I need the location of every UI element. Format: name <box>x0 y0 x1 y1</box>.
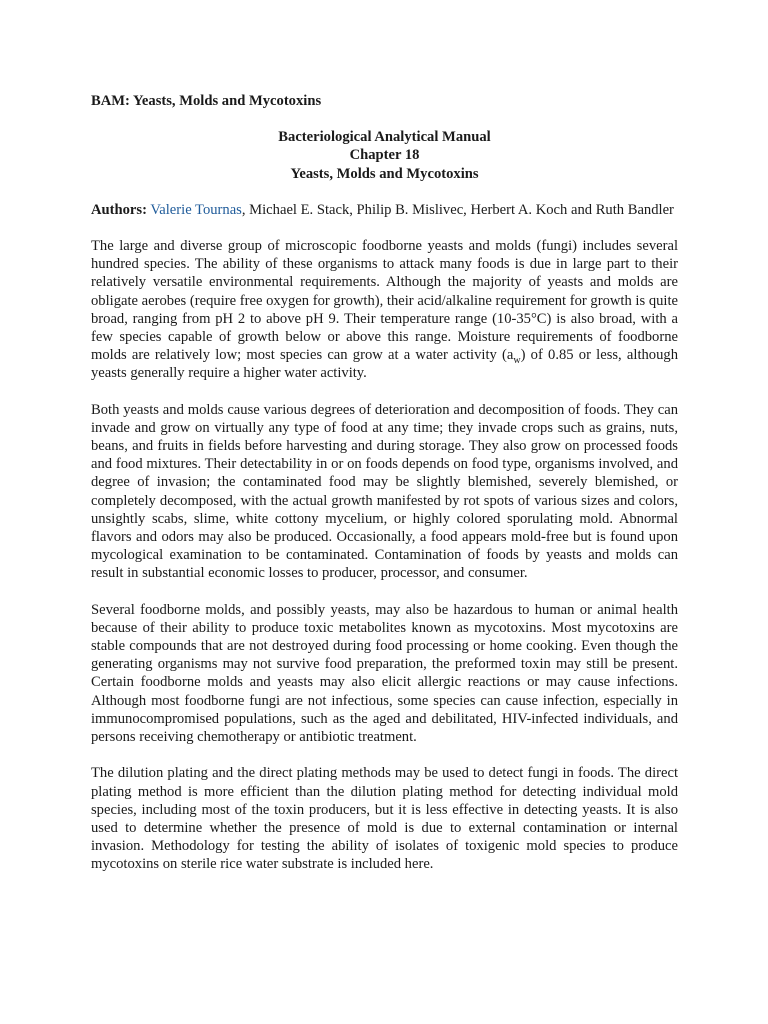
document-title: BAM: Yeasts, Molds and Mycotoxins <box>91 93 322 109</box>
paragraph-1-text-a: The large and diverse group of microscopic foodborne yeasts and molds (fungi) includes several hundred species. The ability of these organisms to attack many foods is due in large part to their relatively versatile environmental requirements. Although the majority of yeasts and molds are obligate aerobes (require free oxygen for growth), their acid/alkaline requirement for growth is quite broad, ranging from pH 2 to above pH 9. Their temperature range (10-35°C) is also broad, with a few species capable of growth below or above this range. Moisture requirements of foodborne molds are relatively low; most species can grow at a water activity (a <box>91 238 678 364</box>
water-activity-subscript: w <box>513 355 521 367</box>
chapter-title: Yeasts, Molds and Mycotoxins <box>290 165 479 182</box>
chapter-number: Chapter 18 <box>349 147 420 164</box>
paragraph-4: The dilution plating and the direct plating methods may be used to detect fungi in foods. The direct plating method is more efficient than the dilution plating method for detecting individual mold species, including most of the toxin producers, but it is less effective in detecting yeasts. It is also used to determine whether the presence of mold is due to external contamination or internal invasion. Methodology for testing the ability of isolates of toxigenic mold species to produce mycotoxins on sterile rice water substrate is included here. <box>91 765 678 873</box>
paragraph-3: Several foodborne molds, and possibly yeasts, may also be hazardous to human or animal health because of their ability to produce toxic metabolites known as mycotoxins. Most mycotoxins are stable compounds that are not destroyed during food processing or home cooking. Even though the generating organisms may not survive food preparation, the preformed toxin may still be present. Certain foodborne molds and yeasts may also elicit allergic reactions or may cause infections. Although most foodborne fungi are not infectious, some species can cause infection, especially in immunocompromised populations, such as the aged and debilitated, HIV-infected individuals, and persons receiving chemotherapy or antibiotic treatment. <box>91 601 678 746</box>
other-authors: , Michael E. Stack, Philip B. Mislivec, Herbert A. Koch and Ruth Bandler <box>241 201 674 218</box>
document-page <box>91 92 678 892</box>
authors-line <box>91 201 678 219</box>
paragraph-1-text-b: ) of 0.85 or less, although yeasts generally require a higher water activity. <box>91 347 678 382</box>
chapter-heading <box>91 128 678 183</box>
author-link[interactable]: Valerie Tournas <box>150 201 242 218</box>
paragraph-2: Both yeasts and molds cause various degrees of deterioration and decomposition of foods. They can invade and grow on virtually any type of food at any time; they invade crops such as grains, nuts, beans, and fruits in fields before harvesting and during storage. They also grow on processed foods and food mixtures. Their detectability in or on foods depends on food type, organisms involved, and degree of invasion; the contaminated food may be slightly blemished, severely blemished, or completely decomposed, with the actual growth manifested by rot spots of various sizes and colors, unsightly scabs, slime, white cottony mycelium, or highly colored sporulating mold. Abnormal flavors and odors may also be produced. Occasionally, a food appears mold-free but is found upon mycological examination to be contaminated. Contamination of foods by yeasts and molds can result in substantial economic losses to producer, processor, and consumer. <box>91 401 678 582</box>
manual-name: Bacteriological Analytical Manual <box>278 129 491 146</box>
paragraph-1 <box>91 237 678 383</box>
authors-label: Authors: <box>91 201 147 218</box>
